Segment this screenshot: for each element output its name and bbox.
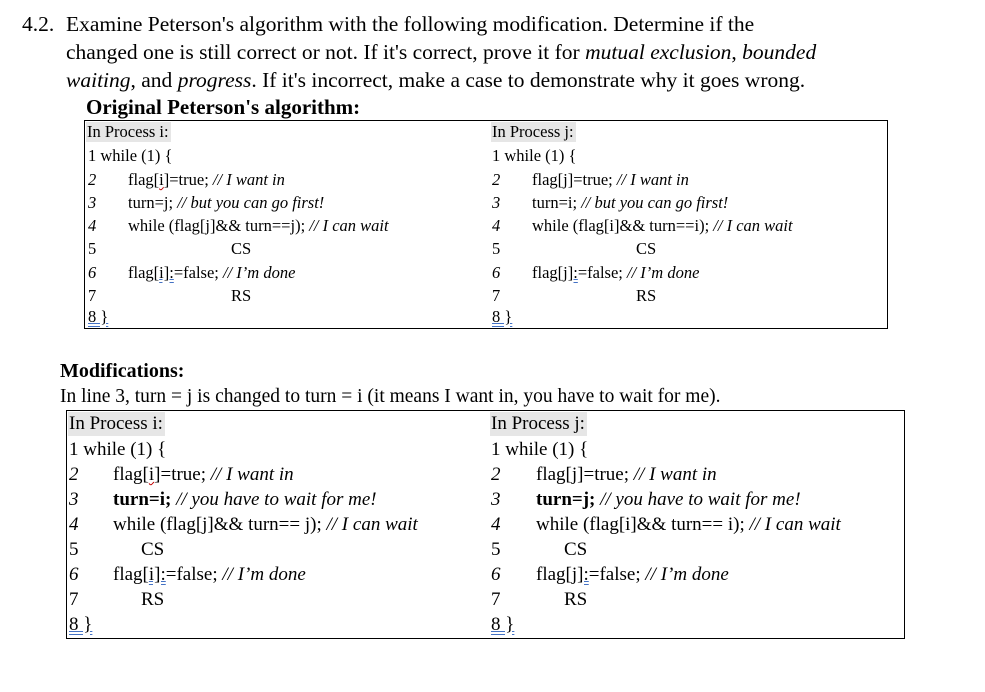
modified-j-line-7: 7 [491, 589, 501, 610]
original-j-line-2: 2 [492, 170, 501, 189]
original-title: Original Peterson's algorithm: [86, 95, 361, 119]
modified-j-line-3-code: turn=j; // you have to wait for me! [536, 489, 801, 510]
modified-j-line-7-code: RS [564, 589, 588, 610]
modified-i-line-8: 8 } [69, 614, 93, 635]
original-process-j-header: In Process j: [492, 122, 574, 141]
original-j-line-4: 4 [492, 216, 501, 235]
modified-i-line-7: 7 [69, 589, 79, 610]
modified-j-line-4: 4 [491, 514, 501, 535]
original-j-line-2-code: flag[j]=true; // I want in [532, 170, 689, 189]
modified-j-line-1: 1 while (1) { [491, 439, 589, 460]
modified-i-line-1: 1 while (1) { [69, 439, 167, 460]
original-i-line-2: 2 [88, 170, 97, 189]
original-j-line-7-code: RS [636, 286, 657, 305]
original-j-line-4-code: while (flag[i]&& turn==i); // I can wait [532, 216, 793, 235]
original-i-line-6-code: flag[i]:=false; // I’m done [128, 263, 296, 282]
original-j-line-3-code: turn=i; // but you can go first! [532, 193, 729, 212]
modified-j-line-6-code: flag[j]:=false; // I’m done [536, 564, 729, 585]
modifications-description: In line 3, turn = j is changed to turn = i (it means I want in, you have to wait for me). [60, 386, 721, 407]
original-process-i-header: In Process i: [87, 122, 169, 141]
modified-i-line-7-code: RS [141, 589, 165, 610]
original-j-line-7: 7 [492, 286, 501, 305]
modified-process-j-header: In Process j: [491, 413, 585, 434]
modified-i-line-2: 2 [69, 464, 79, 485]
question-line-3: waiting, and progress. If it's incorrect, make a case to demonstrate why it goes wrong. [66, 68, 806, 92]
modified-i-line-2-code: flag[i]=true; // I want in [113, 464, 294, 485]
original-j-line-1: 1 while (1) { [492, 146, 577, 165]
modified-i-line-6-code: flag[i]:=false; // I’m done [113, 564, 306, 585]
original-j-line-6-code: flag[j]:=false; // I’m done [532, 263, 700, 282]
original-code-table [84, 120, 888, 329]
modified-j-line-5: 5 [491, 539, 501, 560]
modified-j-line-4-code: while (flag[i]&& turn== i); // I can wait [536, 514, 841, 535]
modifications-title: Modifications: [60, 360, 185, 382]
modified-j-line-8: 8 } [491, 614, 515, 635]
original-j-line-5-code: CS [636, 239, 657, 258]
original-i-line-2-code: flag[i]=true; // I want in [128, 170, 285, 189]
modified-j-line-6: 6 [491, 564, 501, 585]
original-i-line-4: 4 [88, 216, 97, 235]
original-j-line-6: 6 [492, 263, 501, 282]
modified-i-line-4-code: while (flag[j]&& turn== j); // I can wait [113, 514, 418, 535]
original-j-line-8: 8 } [492, 307, 513, 326]
original-j-line-3: 3 [492, 193, 501, 212]
question-line-1: Examine Peterson's algorithm with the following modification. Determine if the [66, 12, 755, 36]
original-i-line-8: 8 } [88, 307, 109, 326]
modified-j-line-3: 3 [491, 489, 501, 510]
original-i-line-6: 6 [88, 263, 97, 282]
original-i-line-4-code: while (flag[j]&& turn==j); // I can wait [128, 216, 389, 235]
modified-i-line-4: 4 [69, 514, 79, 535]
modified-code-table [66, 410, 905, 639]
modified-j-line-2: 2 [491, 464, 501, 485]
original-i-line-3-code: turn=j; // but you can go first! [128, 193, 325, 212]
original-i-line-1: 1 while (1) { [88, 146, 173, 165]
modified-i-line-5-code: CS [141, 539, 165, 560]
original-j-line-5: 5 [492, 239, 501, 258]
original-i-line-3: 3 [88, 193, 97, 212]
modified-i-line-6: 6 [69, 564, 79, 585]
original-i-line-7: 7 [88, 286, 97, 305]
original-i-line-7-code: RS [231, 286, 252, 305]
question-line-2: changed one is still correct or not. If it's correct, prove it for mutual exclusion, bounded [66, 40, 817, 64]
modified-i-line-3: 3 [69, 489, 79, 510]
modified-j-line-2-code: flag[j]=true; // I want in [536, 464, 717, 485]
original-i-line-5-code: CS [231, 239, 252, 258]
modified-j-line-5-code: CS [564, 539, 588, 560]
squiggle: i [159, 170, 164, 189]
modified-process-i-header: In Process i: [69, 413, 163, 434]
modified-i-line-5: 5 [69, 539, 79, 560]
question-number: 4.2. [22, 12, 55, 36]
original-i-line-5: 5 [88, 239, 97, 258]
modified-i-line-3-code: turn=i; // you have to wait for me! [113, 489, 377, 510]
